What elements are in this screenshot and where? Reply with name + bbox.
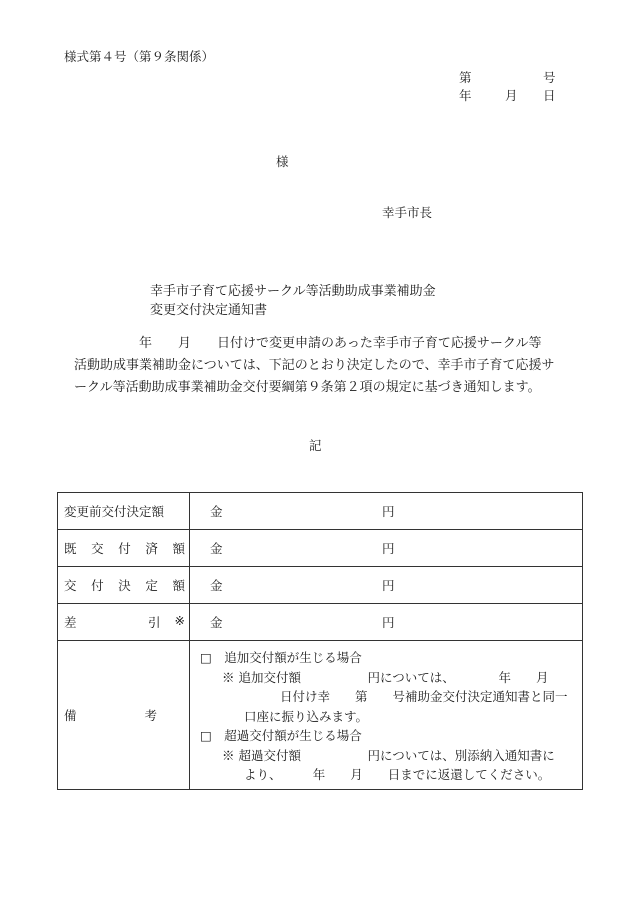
kin-label: 金 (210, 541, 223, 556)
sender: 幸手市長 (382, 205, 433, 220)
row-label-cell (58, 493, 190, 530)
form-number-header: 様式第４号（第９条関係） (64, 49, 215, 64)
document-title-line1: 幸手市子育て応援サークル等活動助成事業補助金 (150, 284, 436, 299)
row-label (64, 613, 185, 631)
body-line: 活動助成事業補助金については、下記のとおり決定したので、幸手市子育て応援サ (74, 358, 555, 373)
notes-label-char: 考 (144, 708, 157, 723)
row-label (64, 502, 185, 520)
table-row (58, 567, 583, 604)
row-label-cell (58, 604, 190, 641)
notes-line-checkbox-excess: □ 超過交付額が生じる場合 (200, 728, 362, 743)
document-title-line2: 変更交付決定通知書 (150, 303, 268, 318)
kin-label: 金 (210, 578, 223, 593)
amount-cell (190, 530, 583, 567)
document-number-prefix: 第 (459, 70, 472, 85)
row-label-char: 付 (118, 541, 131, 556)
body-paragraph (74, 333, 594, 399)
amount-cell (190, 493, 583, 530)
amount-cell (190, 604, 583, 641)
row-label-char: 額 (172, 578, 185, 593)
notes-line: ※ 超過交付額 円については、別添納入通知書に (222, 747, 555, 763)
addressee: 様 (276, 154, 289, 169)
notes-label (64, 706, 185, 724)
table-row (58, 493, 583, 530)
row-label-char: 交 (64, 578, 77, 593)
notes-cell (190, 641, 583, 790)
kin-label: 金 (210, 504, 223, 519)
row-label-char: 交 (91, 541, 104, 556)
document-number-suffix: 号 (543, 70, 556, 85)
row-label-char: 決 (118, 578, 131, 593)
notes-line: 日付け幸 第 号補助金交付決定通知書と同一 (280, 689, 568, 704)
row-label-char: 付 (91, 578, 104, 593)
table-row (58, 530, 583, 567)
notes-label-cell (58, 641, 190, 790)
row-label (64, 576, 185, 594)
en-label: 円 (382, 541, 395, 556)
document-date (459, 86, 556, 104)
en-label: 円 (382, 578, 395, 593)
en-label: 円 (382, 615, 395, 630)
body-line: 年 月 日付けで変更申請のあった幸手市子育て応援サークル等 (74, 336, 542, 351)
notes-body (200, 648, 568, 785)
row-label-char: 額 (172, 541, 185, 556)
row-label-char: ※ (174, 613, 185, 628)
row-label-char: 差 (64, 615, 77, 630)
row-label-text: 変更前交付決定額 (64, 504, 165, 519)
document-number (459, 68, 556, 86)
date-day: 日 (543, 88, 556, 103)
en-label: 円 (382, 504, 395, 519)
notes-label-char: 備 (64, 708, 77, 723)
row-label-char: 既 (64, 541, 77, 556)
row-label-cell (58, 530, 190, 567)
notes-line: 口座に振り込みます。 (244, 708, 369, 724)
row-label-char: 引 (148, 615, 161, 630)
table-row (58, 604, 583, 641)
amount-table (57, 492, 583, 790)
kin-label: 金 (210, 615, 223, 630)
amount-cell (190, 567, 583, 604)
body-line: ークル等活動助成事業補助金交付要綱第９条第２項の規定に基づき通知します。 (74, 380, 541, 395)
date-year: 年 (459, 88, 472, 103)
notes-line: より、 年 月 日までに返還してください。 (244, 767, 551, 782)
notes-line-checkbox-additional: □ 追加交付額が生じる場合 (200, 650, 362, 665)
date-month: 月 (505, 88, 518, 103)
row-label-cell (58, 567, 190, 604)
notes-row (58, 641, 583, 790)
row-label-char: 済 (145, 541, 158, 556)
notes-line: ※ 追加交付額 円については、 年 月 (222, 669, 549, 685)
row-label (64, 539, 185, 557)
row-label-char: 定 (145, 578, 158, 593)
ki-heading: 記 (309, 438, 322, 453)
